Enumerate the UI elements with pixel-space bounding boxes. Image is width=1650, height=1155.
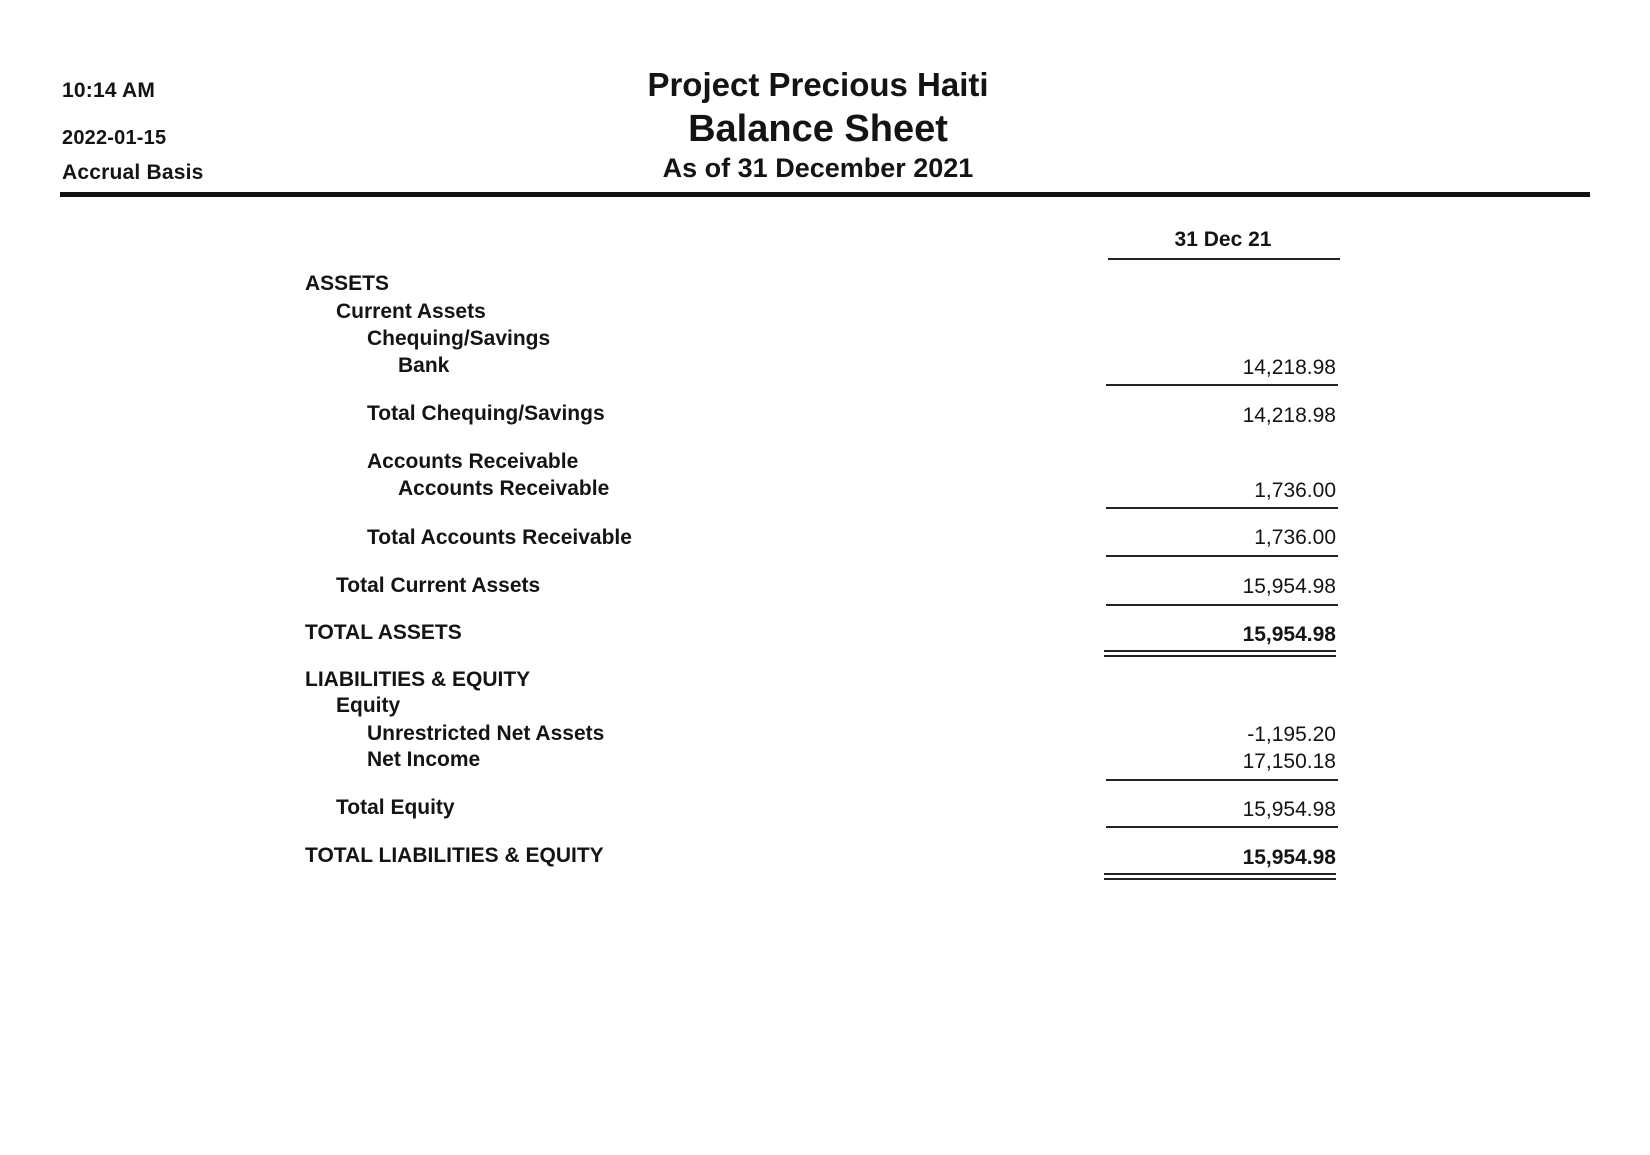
row-label: TOTAL LIABILITIES & EQUITY bbox=[305, 844, 604, 867]
subtotal-rule bbox=[1106, 826, 1338, 828]
row-net-income bbox=[0, 748, 1650, 778]
subtotal-rule bbox=[1106, 779, 1338, 781]
row-assets bbox=[0, 272, 1650, 302]
row-label: Net Income bbox=[367, 748, 481, 771]
row-label: Unrestricted Net Assets bbox=[367, 722, 605, 745]
row-label: Accounts Receivable bbox=[398, 477, 610, 500]
row-label: TOTAL ASSETS bbox=[305, 621, 462, 644]
row-value: 15,954.98 bbox=[1242, 575, 1336, 598]
header-divider bbox=[60, 192, 1590, 197]
row-equity bbox=[0, 694, 1650, 724]
row-label: Accounts Receivable bbox=[367, 450, 579, 473]
row-value: 17,150.18 bbox=[1242, 750, 1336, 773]
subtotal-rule bbox=[1106, 555, 1338, 557]
row-total-chequing-savings bbox=[0, 402, 1650, 432]
row-label: Total Equity bbox=[336, 796, 455, 819]
total-double-rule bbox=[1104, 650, 1336, 657]
report-date: 2022-01-15 bbox=[62, 127, 167, 149]
row-value: 1,736.00 bbox=[1254, 526, 1336, 549]
column-header: 31 Dec 21 bbox=[1174, 228, 1272, 251]
row-label: Total Current Assets bbox=[336, 574, 541, 597]
row-total-current-assets bbox=[0, 574, 1650, 604]
row-label: Total Accounts Receivable bbox=[367, 526, 632, 549]
row-label: ASSETS bbox=[305, 272, 390, 295]
row-label: Current Assets bbox=[336, 300, 486, 323]
total-double-rule bbox=[1104, 873, 1336, 880]
row-value: 1,736.00 bbox=[1254, 479, 1336, 502]
row-label: Equity bbox=[336, 694, 401, 717]
column-header-underline bbox=[1108, 258, 1340, 260]
row-label: LIABILITIES & EQUITY bbox=[305, 668, 531, 691]
subtotal-rule bbox=[1106, 507, 1338, 509]
row-total-assets bbox=[0, 621, 1650, 651]
row-total-equity bbox=[0, 796, 1650, 826]
row-label: Bank bbox=[398, 354, 450, 377]
row-accounts-receivable-group bbox=[0, 450, 1650, 480]
row-value: -1,195.20 bbox=[1247, 723, 1336, 746]
report-time: 10:14 AM bbox=[62, 79, 156, 102]
row-total-liabilities-equity bbox=[0, 844, 1650, 874]
subtotal-rule bbox=[1106, 604, 1338, 606]
row-label: Total Chequing/Savings bbox=[367, 402, 605, 425]
subtotal-rule bbox=[1106, 384, 1338, 386]
row-chequing-savings bbox=[0, 327, 1650, 357]
company-name: Project Precious Haiti bbox=[647, 66, 989, 103]
row-value: 14,218.98 bbox=[1242, 404, 1336, 427]
row-value: 15,954.98 bbox=[1242, 798, 1336, 821]
row-current-assets bbox=[0, 300, 1650, 330]
row-total-accounts-receivable bbox=[0, 526, 1650, 556]
row-bank bbox=[0, 354, 1650, 384]
row-value: 14,218.98 bbox=[1242, 356, 1336, 379]
report-basis: Accrual Basis bbox=[62, 161, 204, 184]
row-label: Chequing/Savings bbox=[367, 327, 551, 350]
row-accounts-receivable bbox=[0, 477, 1650, 507]
report-as-of: As of 31 December 2021 bbox=[662, 153, 974, 183]
row-value: 15,954.98 bbox=[1242, 623, 1336, 646]
report-title: Balance Sheet bbox=[688, 108, 948, 150]
row-value: 15,954.98 bbox=[1242, 846, 1336, 869]
